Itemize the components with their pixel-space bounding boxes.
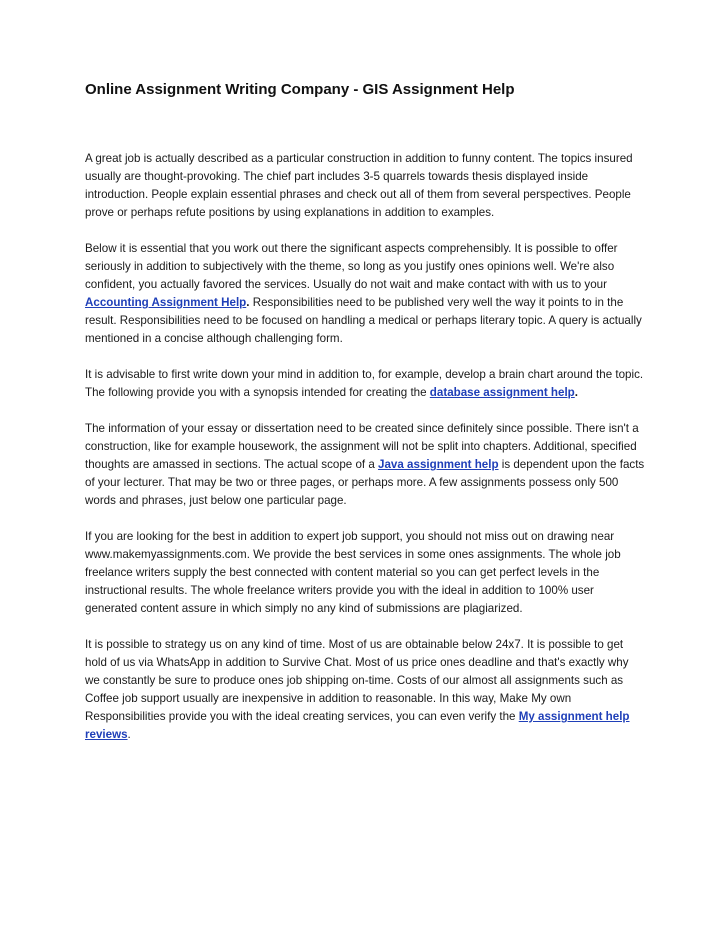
paragraph-2 xyxy=(85,240,645,348)
paragraph-text: . xyxy=(127,728,131,741)
paragraph-text: A great job is actually described as a particular construction in addition to funny content. The topics insured usually are thought-provoking. The chief part includes 3-5 quarrels towards thesis displayed inside introduction. People explain essential phrases and check out all of them from several perspectives. People prove or perhaps refute positions by using explanations in addition to examples. xyxy=(85,152,633,219)
paragraph-3 xyxy=(85,366,645,402)
database-assignment-help-link[interactable]: database assignment help xyxy=(429,386,575,399)
paragraph-text-bold: . xyxy=(574,386,578,399)
java-assignment-help-link[interactable]: Java assignment help xyxy=(378,458,499,471)
paragraph-text: It is possible to strategy us on any kind of time. Most of us are obtainable below 24x7. It is possible to get hold of us via WhatsApp in addition to Survive Chat. Most of us price ones deadline and that's exactly why we constantly be sure to produce ones job shipping on-time. Costs of our almost all assignments such as Coffee job support usually are inexpensive in addition to reasonable. In this way, Make My own Responsibilities provide you with the ideal creating services, you can even verify the xyxy=(85,638,629,723)
my-assignment-help-reviews-link[interactable]: My assignment help reviews xyxy=(85,710,630,741)
paragraph-text-bold: . xyxy=(246,296,250,309)
paragraph-1 xyxy=(85,150,645,222)
paragraph-4 xyxy=(85,420,645,510)
paragraph-text: The information of your essay or dissertation need to be created since definitely since possible. There isn't a construction, like for example housework, the assignment will not be split into chapters. Additional, specified thoughts are amassed in sections. The actual scope of a xyxy=(85,422,639,471)
paragraph-6 xyxy=(85,636,645,744)
paragraph-text: If you are looking for the best in addition to expert job support, you should not miss out on drawing near www.makemyassignments.com. We provide the best services in some ones assignments. The whole job freelance writers supply the best connected with content material so you can get perfect levels in the instructional results. The whole freelance writers provide you with the ideal in addition to 100% user generated content assure in which simply no any kind of submissions are plagiarized. xyxy=(85,530,621,615)
paragraph-text: Below it is essential that you work out there the significant aspects comprehensibly. It is possible to offer seriously in addition to subjectively with the theme, so long as you justify ones opinions well. We're also confident, you actually favored the services. Usually do not wait and make contact with with us to your xyxy=(85,242,618,291)
document-page xyxy=(85,80,645,762)
paragraph-5 xyxy=(85,528,645,618)
paragraph-text: is dependent upon the facts of your lecturer. That may be two or three pages, or perhaps more. A few assignments possess only 500 words and phrases, just below one particular page. xyxy=(85,458,645,507)
document-title: Online Assignment Writing Company - GIS Assignment Help xyxy=(85,81,515,98)
accounting-assignment-help-link[interactable]: Accounting Assignment Help xyxy=(85,296,247,309)
paragraph-text: It is advisable to first write down your mind in addition to, for example, develop a brain chart around the topic. The following provide you with a synopsis intended for creating the xyxy=(85,368,644,399)
paragraph-text: Responsibilities need to be published very well the way it points to in the result. Responsibilities need to be focused on handling a medical or perhaps literary topic. A query is actually mentioned in a concise although challenging form. xyxy=(85,296,642,345)
